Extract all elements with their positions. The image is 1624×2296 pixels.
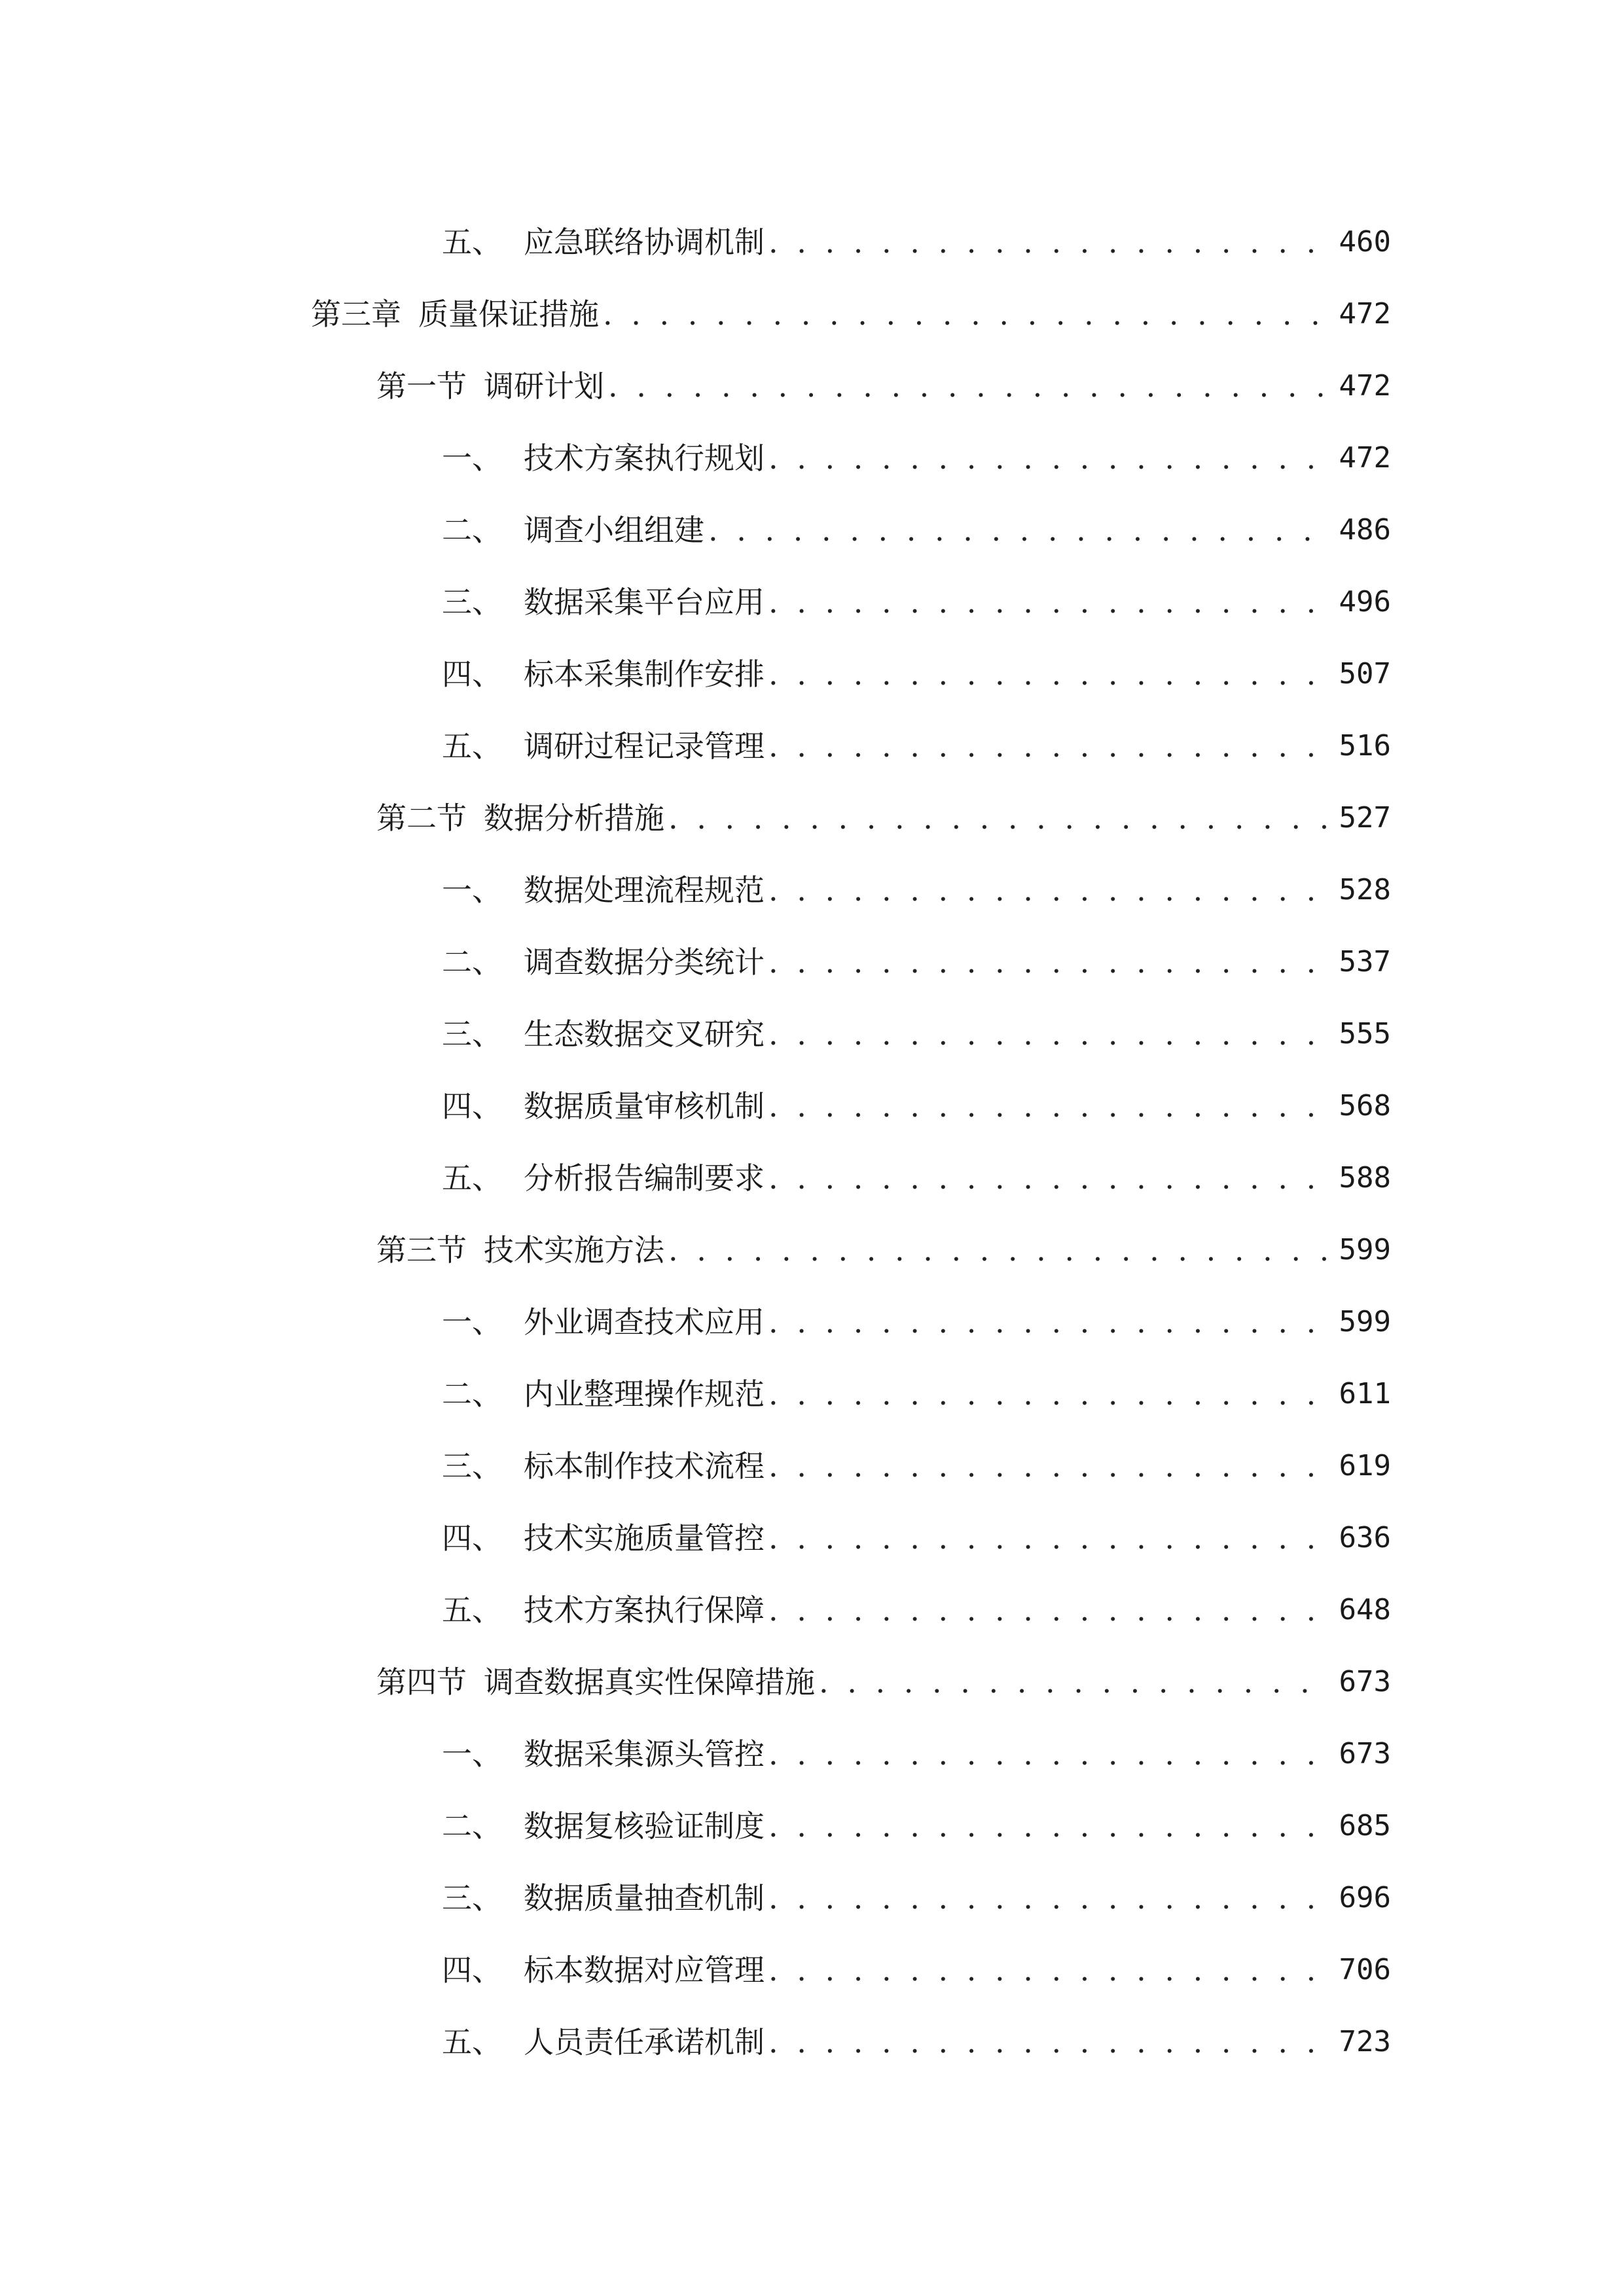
toc-leader-dots [765, 1590, 1331, 1630]
toc-entry-page: 507 [1339, 657, 1391, 691]
toc-leader-dots [604, 367, 1331, 406]
toc-entry-title: 质量保证措施 [418, 296, 599, 332]
toc-entry-number: 一、 [442, 1736, 502, 1772]
toc-entry-number: 二、 [442, 1376, 502, 1412]
toc-leader-dots [765, 942, 1331, 982]
toc-entry[interactable] [311, 1630, 1391, 1702]
toc-leader-dots [599, 295, 1331, 334]
toc-entry-page: 696 [1339, 1881, 1391, 1914]
toc-entry-page: 486 [1339, 513, 1391, 547]
toc-leader-dots [765, 1878, 1331, 1918]
toc-leader-dots [765, 1518, 1331, 1558]
toc-entry-number: 一、 [442, 872, 502, 908]
toc-entry-number: 三、 [442, 584, 502, 620]
toc-entry-number: 第二节 [376, 800, 467, 836]
toc-leader-dots [765, 2022, 1331, 2062]
toc-entry-title: 分析报告编制要求 [524, 1160, 765, 1196]
toc-entry-page: 496 [1339, 585, 1391, 619]
toc-entry-number: 四、 [442, 1088, 502, 1124]
toc-leader-dots [765, 1086, 1331, 1126]
table-of-contents [311, 190, 1391, 2062]
toc-entry-page: 588 [1339, 1161, 1391, 1194]
toc-entry-page: 673 [1339, 1665, 1391, 1698]
toc-leader-dots [765, 726, 1331, 766]
toc-entry-title: 调查小组组建 [524, 512, 704, 548]
toc-entry-page: 516 [1339, 729, 1391, 762]
toc-entry[interactable] [311, 1342, 1391, 1414]
toc-entry-number: 三、 [442, 1448, 502, 1484]
toc-entry-page: 527 [1339, 801, 1391, 834]
toc-entry-number: 三、 [442, 1016, 502, 1052]
toc-entry-title: 技术方案执行规划 [524, 440, 765, 476]
toc-entry-page: 648 [1339, 1593, 1391, 1626]
toc-entry-title: 数据分析措施 [484, 800, 664, 836]
toc-entry-title: 标本采集制作安排 [524, 656, 765, 692]
toc-entry[interactable] [311, 1414, 1391, 1486]
toc-entry-title: 标本数据对应管理 [524, 1952, 765, 1988]
toc-leader-dots [664, 798, 1331, 838]
toc-entry[interactable] [311, 334, 1391, 406]
toc-entry[interactable] [311, 694, 1391, 766]
toc-entry[interactable] [311, 406, 1391, 478]
toc-leader-dots [765, 223, 1331, 262]
toc-entry-title: 数据采集源头管控 [524, 1736, 765, 1772]
toc-entry[interactable] [311, 550, 1391, 622]
toc-leader-dots [765, 870, 1331, 910]
toc-entry-number: 一、 [442, 1304, 502, 1340]
toc-entry[interactable] [311, 910, 1391, 982]
toc-entry-number: 第三章 [311, 296, 401, 332]
toc-entry-number: 第三节 [376, 1232, 467, 1268]
toc-entry-title: 技术实施方法 [484, 1232, 664, 1268]
toc-entry[interactable] [311, 838, 1391, 910]
toc-entry[interactable] [311, 190, 1391, 262]
toc-entry-title: 调查数据真实性保障措施 [484, 1664, 815, 1700]
toc-entry[interactable] [311, 1990, 1391, 2062]
toc-entry-number: 第四节 [376, 1664, 467, 1700]
toc-entry-number: 五、 [442, 2024, 502, 2060]
toc-entry-page: 528 [1339, 873, 1391, 906]
toc-entry-number: 四、 [442, 1952, 502, 1988]
toc-entry-title: 人员责任承诺机制 [524, 2024, 765, 2060]
toc-entry-page: 685 [1339, 1809, 1391, 1842]
toc-entry[interactable] [311, 1198, 1391, 1270]
toc-entry-page: 619 [1339, 1449, 1391, 1482]
toc-entry-title: 调研计划 [484, 368, 604, 404]
toc-entry-title: 数据质量审核机制 [524, 1088, 765, 1124]
toc-entry-number: 五、 [442, 224, 502, 260]
toc-entry-page: 673 [1339, 1737, 1391, 1770]
toc-entry-number: 四、 [442, 656, 502, 692]
toc-entry[interactable] [311, 1054, 1391, 1126]
toc-entry[interactable] [311, 1702, 1391, 1774]
toc-entry-title: 标本制作技术流程 [524, 1448, 765, 1484]
toc-entry-number: 二、 [442, 512, 502, 548]
toc-entry-page: 568 [1339, 1089, 1391, 1122]
toc-leader-dots [765, 583, 1331, 622]
toc-entry-title: 调研过程记录管理 [524, 728, 765, 764]
toc-entry[interactable] [311, 1918, 1391, 1990]
toc-entry-page: 555 [1339, 1017, 1391, 1050]
toc-entry-title: 数据处理流程规范 [524, 872, 765, 908]
toc-entry-number: 二、 [442, 944, 502, 980]
toc-entry-title: 生态数据交叉研究 [524, 1016, 765, 1052]
toc-entry-page: 472 [1339, 297, 1391, 331]
toc-entry-title: 数据质量抽查机制 [524, 1880, 765, 1916]
toc-entry[interactable] [311, 1846, 1391, 1918]
toc-entry-page: 636 [1339, 1521, 1391, 1554]
toc-entry-title: 技术实施质量管控 [524, 1520, 765, 1556]
toc-leader-dots [704, 511, 1331, 550]
toc-entry[interactable] [311, 1126, 1391, 1198]
toc-entry-title: 应急联络协调机制 [524, 224, 765, 260]
toc-entry-page: 599 [1339, 1305, 1391, 1338]
toc-entry-page: 537 [1339, 945, 1391, 978]
toc-leader-dots [765, 1950, 1331, 1990]
toc-entry-number: 二、 [442, 1808, 502, 1844]
toc-entry-page: 472 [1339, 369, 1391, 403]
toc-entry[interactable] [311, 1774, 1391, 1846]
toc-entry-number: 三、 [442, 1880, 502, 1916]
toc-entry[interactable] [311, 1558, 1391, 1630]
toc-entry-number: 五、 [442, 1592, 502, 1628]
toc-entry[interactable] [311, 262, 1391, 334]
toc-entry[interactable] [311, 766, 1391, 838]
toc-entry-page: 706 [1339, 1953, 1391, 1986]
toc-entry-number: 一、 [442, 440, 502, 476]
toc-leader-dots [664, 1230, 1331, 1270]
toc-entry-title: 数据复核验证制度 [524, 1808, 765, 1844]
toc-leader-dots [765, 439, 1331, 478]
toc-entry-title: 内业整理操作规范 [524, 1376, 765, 1412]
toc-entry-number: 五、 [442, 1160, 502, 1196]
toc-entry-page: 472 [1339, 441, 1391, 475]
toc-entry[interactable] [311, 622, 1391, 694]
toc-leader-dots [765, 1446, 1331, 1486]
toc-leader-dots [765, 1374, 1331, 1414]
toc-entry-title: 外业调查技术应用 [524, 1304, 765, 1340]
toc-entry-number: 五、 [442, 728, 502, 764]
toc-leader-dots [765, 1302, 1331, 1342]
toc-leader-dots [765, 655, 1331, 694]
toc-entry[interactable] [311, 1486, 1391, 1558]
toc-entry-title: 技术方案执行保障 [524, 1592, 765, 1628]
toc-leader-dots [765, 1806, 1331, 1846]
toc-entry-title: 调查数据分类统计 [524, 944, 765, 980]
toc-leader-dots [765, 1734, 1331, 1774]
toc-leader-dots [765, 1158, 1331, 1198]
toc-entry[interactable] [311, 982, 1391, 1054]
toc-entry-page: 723 [1339, 2025, 1391, 2058]
toc-entry-page: 611 [1339, 1377, 1391, 1410]
toc-entry[interactable] [311, 478, 1391, 550]
toc-entry-title: 数据采集平台应用 [524, 584, 765, 620]
toc-entry-page: 599 [1339, 1233, 1391, 1266]
toc-entry[interactable] [311, 1270, 1391, 1342]
toc-leader-dots [765, 1014, 1331, 1054]
toc-leader-dots [815, 1662, 1331, 1702]
toc-entry-page: 460 [1339, 225, 1391, 259]
toc-entry-number: 第一节 [376, 368, 467, 404]
toc-entry-number: 四、 [442, 1520, 502, 1556]
